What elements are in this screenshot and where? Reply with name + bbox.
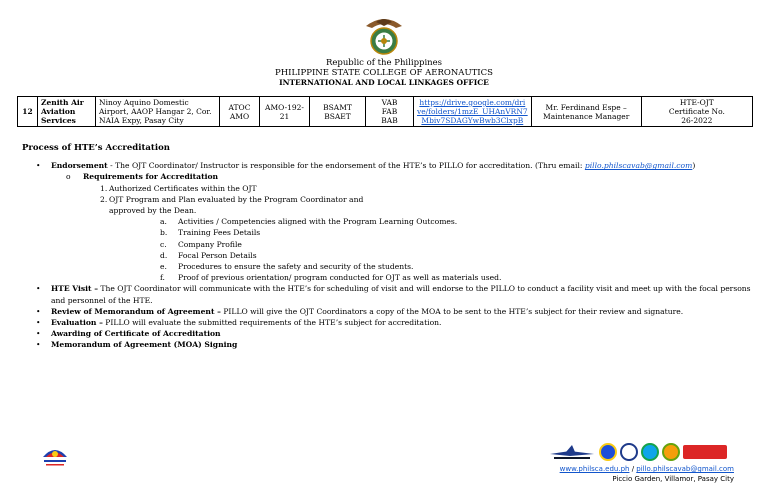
evaluation-label: Evaluation – bbox=[51, 318, 103, 328]
list-item bbox=[22, 283, 752, 294]
amo-cell bbox=[260, 97, 310, 127]
endorsement-email-link[interactable]: pillo.philscavab@gmail.com bbox=[584, 161, 693, 171]
endorsement-text: - The OJT Coordinator/ Instructor is responsible for the endorsement of the HTE’s to PILLO for accreditation. (Thru email: bbox=[107, 161, 585, 171]
review-label: Review of Memorandum of Agreement – bbox=[51, 306, 221, 316]
footer-separator: / bbox=[629, 465, 637, 473]
contact-line: Mr. Ferdinand Espe – bbox=[545, 102, 627, 112]
list-item bbox=[22, 171, 752, 182]
company-name-cell bbox=[38, 97, 96, 127]
visit-text: The OJT Coordinator will communicate with the HTE’s for scheduling of visit and will endorse to the PILLO to conduct a facility visit and meet up with the focal persons bbox=[98, 284, 751, 294]
company-name-line: Zenith Air bbox=[41, 98, 84, 107]
certificate-line: Certificate No. bbox=[668, 107, 725, 116]
item-letter: a. bbox=[160, 217, 167, 227]
globe-logo-icon bbox=[641, 443, 659, 461]
document-header bbox=[0, 14, 768, 88]
contact-line: Maintenance Manager bbox=[543, 111, 630, 121]
list-item bbox=[22, 261, 752, 272]
footer-email-link[interactable]: pillo.philscavab@gmail.com bbox=[636, 465, 734, 473]
item-text: Focal Person Details bbox=[178, 250, 257, 260]
office-name: INTERNATIONAL AND LOCAL LINKAGES OFFICE bbox=[279, 78, 489, 87]
endorsement-close: ) bbox=[692, 161, 696, 171]
evaluation-text: PILLO will evaluate the submitted requirements of the HTE’s subject for accreditation. bbox=[102, 318, 442, 328]
certificate-line: 26-2022 bbox=[681, 116, 713, 125]
bullet-icon: • bbox=[36, 306, 41, 316]
list-item bbox=[22, 216, 752, 227]
partner-logo-icon bbox=[662, 443, 680, 461]
amo-line: AMO-192- bbox=[265, 102, 304, 112]
item-text: Company Profile bbox=[178, 239, 242, 249]
aircraft-cell bbox=[366, 97, 414, 127]
drive-link-cell[interactable] bbox=[414, 97, 532, 127]
item-text: Training Fees Details bbox=[178, 228, 261, 238]
amo-line: 21 bbox=[279, 111, 290, 121]
row-number: 12 bbox=[18, 97, 38, 127]
list-item bbox=[22, 306, 752, 317]
bullet-icon: • bbox=[36, 329, 41, 339]
circle-bullet-icon: o bbox=[66, 172, 71, 182]
table-row bbox=[18, 97, 753, 127]
list-item bbox=[22, 183, 752, 194]
drive-link[interactable]: ve/folders/1mzE_UHAnVRN7 bbox=[417, 107, 528, 116]
partner-logos bbox=[548, 441, 738, 463]
list-item bbox=[22, 239, 752, 250]
list-item bbox=[22, 272, 752, 283]
program-line: BSAET bbox=[324, 111, 351, 121]
college-name: PHILIPPINE STATE COLLEGE OF AERONAUTICS bbox=[275, 68, 493, 78]
bagong-pilipinas-logo-icon bbox=[40, 441, 70, 469]
item-letter: d. bbox=[160, 250, 168, 260]
list-item bbox=[22, 317, 752, 328]
hte-table bbox=[17, 96, 753, 127]
list-item bbox=[22, 227, 752, 238]
website-link[interactable]: www.philsca.edu.ph bbox=[559, 465, 630, 473]
aircraft-line: FAB bbox=[381, 107, 398, 116]
footer-contact bbox=[560, 464, 734, 484]
bullet-icon: • bbox=[36, 340, 41, 350]
atoc-line: ATOC bbox=[228, 102, 251, 112]
bullet-icon: • bbox=[36, 161, 41, 171]
bullet-icon: • bbox=[36, 318, 41, 328]
footer-address: Piccio Garden, Villamor, Pasay City bbox=[612, 475, 734, 483]
list-item bbox=[22, 339, 752, 350]
process-section bbox=[22, 143, 752, 351]
certificate-line: HTE-OJT bbox=[679, 98, 714, 107]
drive-link[interactable]: Mbiv7SDAGYwBwb3ClxpB bbox=[421, 116, 524, 125]
company-name-line: Services bbox=[41, 116, 76, 125]
req-number: 2. bbox=[100, 194, 108, 204]
item-letter: c. bbox=[160, 239, 167, 249]
moa-label: Memorandum of Agreement (MOA) Signing bbox=[51, 340, 238, 350]
drive-link[interactable]: https://drive.google.com/dri bbox=[419, 98, 526, 107]
global-school-logo-icon bbox=[683, 445, 727, 459]
requirements-label: Requirements for Accreditation bbox=[83, 172, 219, 182]
atoc-line: AMO bbox=[229, 111, 250, 121]
caap-logo-icon bbox=[620, 443, 638, 461]
item-letter: b. bbox=[160, 228, 168, 238]
company-name-line: Aviation bbox=[41, 107, 76, 116]
bullet-icon: • bbox=[36, 284, 41, 294]
contact-cell bbox=[531, 97, 641, 127]
review-text: PILLO will give the OJT Coordinators a copy of the MOA to be sent to the HTE’s subject for their review and signature. bbox=[220, 306, 684, 316]
certificate-cell bbox=[641, 97, 752, 127]
item-letter: f. bbox=[160, 273, 165, 283]
req-number: 1. bbox=[100, 183, 108, 193]
item-text: Proof of previous orientation/ program conducted for OJT as well as materials used. bbox=[178, 273, 502, 283]
visit-label: HTE Visit – bbox=[51, 284, 99, 294]
atoc-cell bbox=[220, 97, 260, 127]
visit-continuation: and personnel of the HTE. bbox=[51, 295, 153, 305]
awarding-label: Awarding of Certificate of Accreditation bbox=[51, 329, 221, 339]
endorsement-label: Endorsement bbox=[51, 161, 108, 171]
item-text: Activities / Competencies aligned with the Program Learning Outcomes. bbox=[178, 217, 458, 227]
balance-point-logo-icon bbox=[548, 442, 596, 462]
req-text: Authorized Certificates within the OJT bbox=[109, 183, 257, 193]
req-text: OJT Program and Plan evaluated by the Program Coordinator and bbox=[109, 194, 364, 204]
list-item bbox=[22, 250, 752, 261]
item-text: Procedures to ensure the safety and security of the students. bbox=[178, 262, 414, 272]
list-item bbox=[22, 194, 752, 205]
country-label: Republic of the Philippines bbox=[325, 58, 443, 68]
aircraft-line: VAB bbox=[381, 98, 398, 107]
aircraft-line: BAB bbox=[381, 116, 398, 125]
address-cell bbox=[96, 97, 220, 127]
agency-logo-icon bbox=[599, 443, 617, 461]
address-line: NAIA Expy, Pasay City bbox=[99, 116, 184, 125]
college-seal-icon bbox=[362, 14, 406, 58]
list-item bbox=[22, 328, 752, 339]
address-line: Airport, AAOP Hangar 2, Cor. bbox=[99, 107, 212, 116]
programs-cell bbox=[310, 97, 366, 127]
program-line: BSAMT bbox=[323, 102, 352, 112]
address-line: Ninoy Aquino Domestic bbox=[99, 98, 189, 107]
section-title: Process of HTE’s Accreditation bbox=[22, 143, 170, 153]
req-continuation: approved by the Dean. bbox=[109, 206, 197, 216]
list-item bbox=[22, 160, 752, 171]
item-letter: e. bbox=[160, 262, 167, 272]
